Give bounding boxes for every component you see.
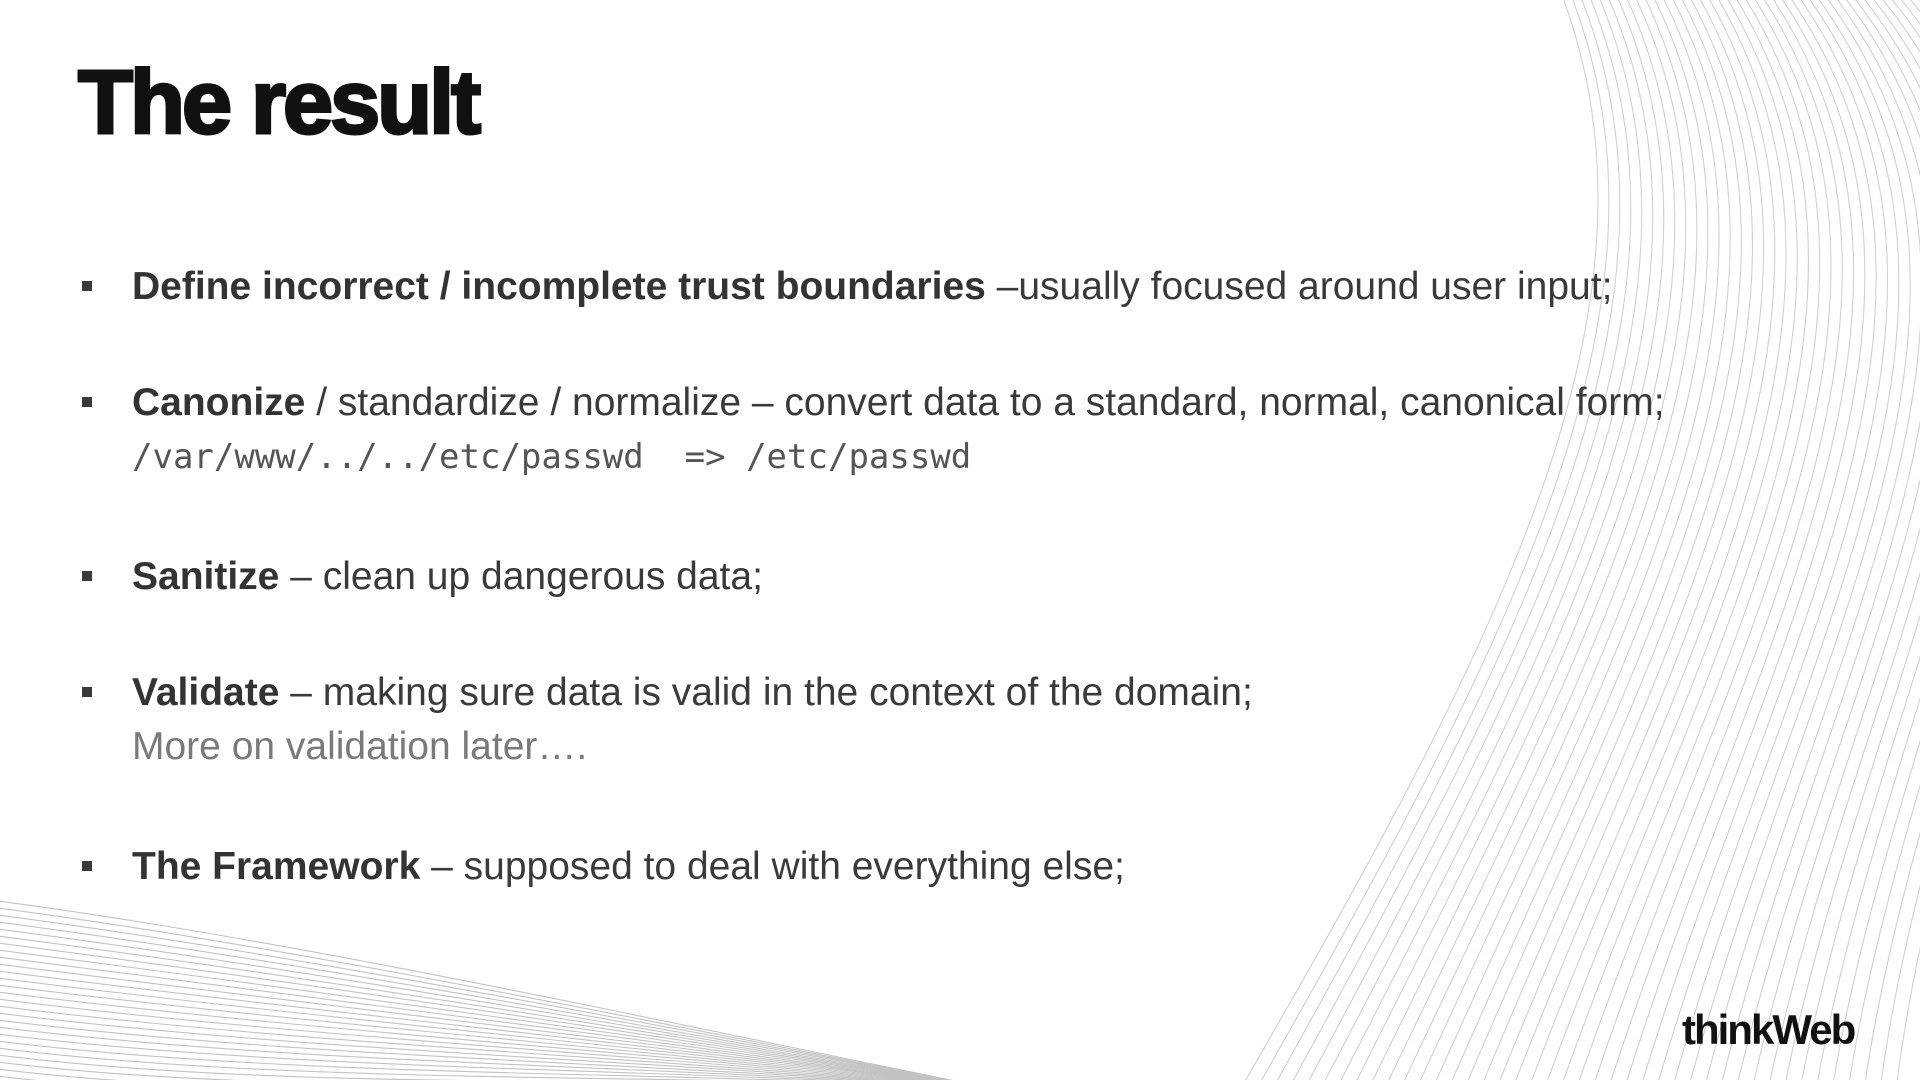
bullet-validate — [80, 668, 1780, 776]
bullet-line — [132, 262, 1780, 312]
bullet-line — [132, 842, 1780, 892]
decorative-line — [0, 970, 1000, 1080]
bullet-sanitize — [80, 552, 1780, 602]
decorative-line — [1800, 0, 1920, 1080]
decorative-line — [1768, 0, 1920, 1080]
decorative-line — [0, 998, 1000, 1080]
decorative-line — [0, 956, 1000, 1080]
decorative-line — [0, 1012, 1000, 1080]
bullet-marker-icon — [82, 397, 92, 407]
decorative-line — [0, 991, 1000, 1080]
bullet-trust-boundaries — [80, 262, 1780, 312]
code-example: /var/www/../../etc/passwd => /etc/passwd — [132, 437, 972, 477]
bullet-canonize — [80, 378, 1780, 486]
bullet-line — [132, 552, 1780, 602]
bullet-text: – making sure data is valid in the context of the domain; — [279, 671, 1253, 714]
decorative-line — [0, 1075, 1000, 1080]
decorative-line — [1896, 0, 1920, 1080]
decorative-line — [0, 1026, 1000, 1080]
bullet-term: Sanitize — [132, 555, 280, 598]
bullet-line — [132, 378, 1780, 428]
bullet-term: Define incorrect / incomplete trust boundaries — [132, 265, 986, 308]
bullet-text: / standardize / normalize – convert data to a standard, normal, canonical form; — [305, 381, 1665, 424]
decorative-line — [1880, 0, 1920, 1080]
bullet-term: Validate — [132, 671, 280, 714]
decorative-line — [0, 1047, 1000, 1080]
decorative-line — [0, 1019, 1000, 1080]
decorative-line — [0, 1054, 1000, 1080]
bullet-term: The Framework — [132, 845, 421, 888]
bullet-framework — [80, 842, 1780, 892]
decorative-line — [0, 1068, 1000, 1080]
bullet-marker-icon — [82, 687, 92, 697]
decorative-line — [1784, 0, 1920, 1080]
bullet-text: – supposed to deal with everything else; — [420, 845, 1125, 888]
decorative-line — [0, 1033, 1000, 1080]
thinkweb-logo: thinkWeb — [1682, 1006, 1855, 1053]
decorative-line — [1832, 0, 1920, 1080]
decorative-line — [0, 1005, 1000, 1080]
bullet-text: –usually focused around user input; — [985, 265, 1613, 308]
decorative-line — [0, 977, 1000, 1080]
bullet-marker-icon — [82, 861, 92, 871]
decorative-line — [0, 963, 1000, 1080]
decorative-line — [1864, 0, 1920, 1080]
slide-title: The result — [78, 53, 479, 153]
decorative-line — [0, 942, 1000, 1080]
decorative-line — [1848, 0, 1920, 1080]
bullet-line — [132, 668, 1780, 718]
decorative-line — [0, 949, 1000, 1080]
bullet-text: – clean up dangerous data; — [279, 555, 763, 598]
decorative-line — [1816, 0, 1920, 1080]
decorative-line — [0, 1061, 1000, 1080]
decorative-line — [0, 984, 1000, 1080]
decorative-line — [0, 1040, 1000, 1080]
bullet-marker-icon — [82, 281, 92, 291]
validation-note: More on validation later…. — [132, 725, 588, 768]
bullet-term: Canonize — [132, 381, 306, 424]
bullet-marker-icon — [82, 571, 92, 581]
bullet-list — [80, 262, 1780, 958]
